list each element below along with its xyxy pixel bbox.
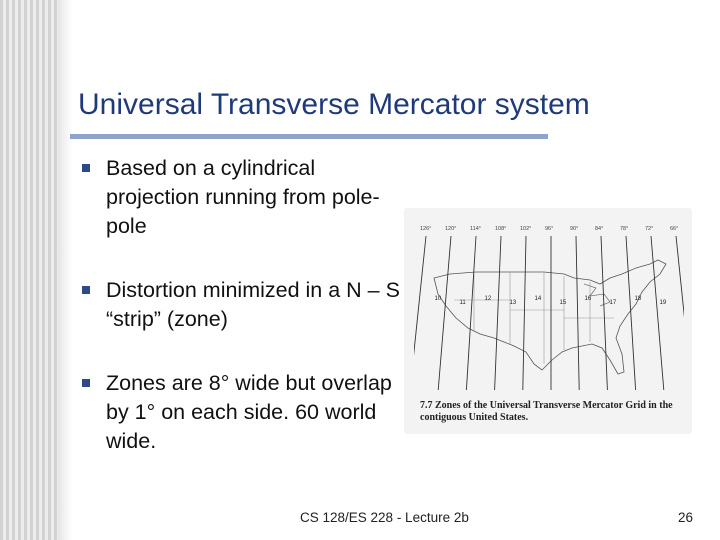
zone-number-label: 11: [459, 300, 466, 306]
bullet-marker: [82, 164, 90, 172]
utm-zone-map: [414, 214, 684, 398]
bullet-text: Based on a cylindrical projection running from pole-pole: [106, 156, 380, 238]
longitude-label: 126°: [420, 226, 432, 232]
zone-meridian-line: [414, 236, 426, 390]
zone-number-label: 17: [609, 300, 617, 306]
zone-meridian-line: [438, 236, 451, 390]
zone-meridian-line: [495, 236, 501, 390]
zone-meridian-line: [576, 236, 579, 390]
longitude-label: 72°: [645, 226, 654, 232]
page-number: 26: [678, 510, 694, 525]
bullet-text: Zones are 8° wide but overlap by 1° on each side. 60 world wide.: [106, 371, 392, 453]
longitude-label: 114°: [470, 226, 481, 232]
bullet-marker: [82, 379, 90, 387]
zone-meridian-line: [676, 236, 684, 390]
bullet-item: [82, 276, 402, 334]
zone-meridian-line: [651, 236, 664, 390]
state-lines: [454, 272, 614, 364]
slide-footer: CS 128/ES 228 - Lecture 2b: [300, 510, 469, 525]
bullet-item: [82, 369, 402, 456]
bullet-item: [82, 154, 402, 241]
zone-number-label: 19: [659, 300, 667, 306]
longitude-label: 90°: [570, 226, 579, 232]
utm-zone-map-figure: [404, 208, 692, 434]
zone-meridian-line: [466, 236, 476, 390]
decorative-stripes-fade: [58, 0, 72, 540]
figure-caption: 7.7 Zones of the Universal Transverse Mercator Grid in the contiguous United States.: [420, 400, 673, 423]
longitude-label: 108°: [495, 226, 507, 232]
slide-title: Universal Transverse Mercator system: [78, 88, 590, 121]
zone-number-label: 15: [559, 300, 567, 306]
zone-meridian-line: [601, 236, 607, 390]
longitude-label: 102°: [520, 226, 532, 232]
longitude-label: 84°: [595, 226, 604, 232]
title-underline: [70, 134, 548, 139]
zone-number-label: 10: [434, 296, 442, 302]
zone-number-label: 12: [484, 296, 492, 302]
bullet-text: Distortion minimized in a N – S “strip” (zone): [106, 278, 400, 331]
great-lakes: [584, 284, 610, 306]
zone-number-label: 13: [509, 300, 517, 306]
longitude-label: 78°: [620, 226, 629, 232]
zone-number-label: 18: [634, 296, 642, 302]
zone-meridian-line: [523, 236, 526, 390]
bullet-marker: [82, 286, 90, 294]
decorative-stripes: [0, 0, 58, 540]
longitude-label: 66°: [670, 226, 679, 232]
zone-number-label: 16: [584, 296, 592, 302]
longitude-label: 96°: [545, 226, 554, 232]
zone-meridian-line: [626, 236, 636, 390]
longitude-label: 120°: [445, 226, 457, 232]
zone-number-label: 14: [534, 296, 542, 302]
